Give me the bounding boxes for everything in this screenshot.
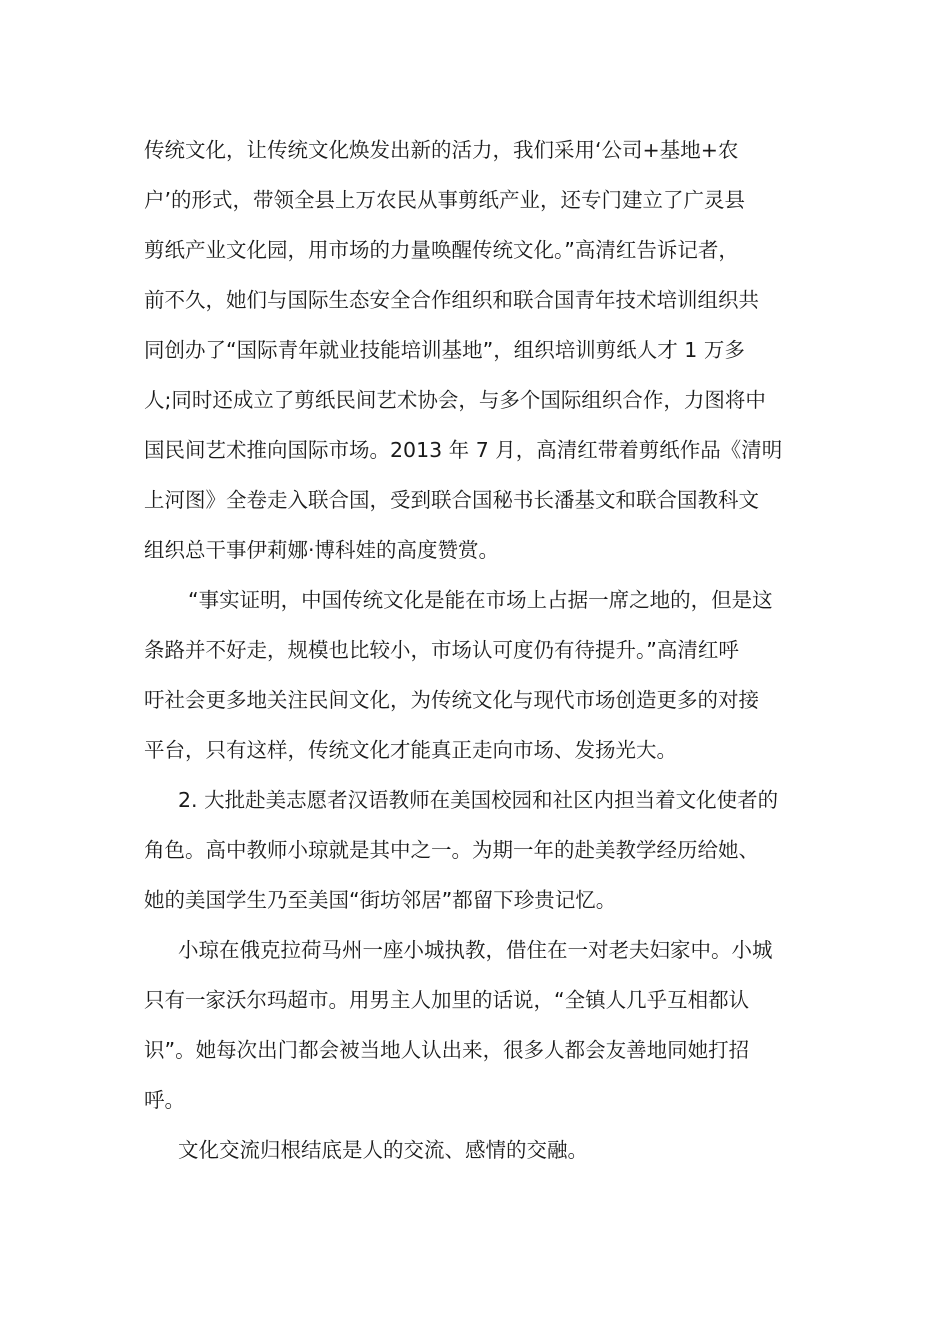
- text-line: 识”。她每次出门都会被当地人认出来，很多人都会友善地同她打招: [144, 1038, 750, 1062]
- text-line: “事实证明，中国传统文化是能在市场上占据一席之地的，但是这: [188, 588, 773, 612]
- text-line: 文化交流归根结底是人的交流、感情的交融。: [178, 1138, 588, 1162]
- text-line: 吁社会更多地关注民间文化，为传统文化与现代市场创造更多的对接: [144, 688, 759, 712]
- text-line: 呼。: [144, 1088, 185, 1112]
- text-line: 只有一家沃尔玛超市。用男主人加里的话说，“全镇人几乎互相都认: [144, 988, 750, 1012]
- text-line: 传统文化，让传统文化焕发出新的活力，我们采用‘公司+基地+农: [144, 138, 739, 162]
- text-line: 国民间艺术推向国际市场。2013 年 7 月，高清红带着剪纸作品《清明: [144, 438, 783, 462]
- text-line: 她的美国学生乃至美国“街坊邻居”都留下珍贵记忆。: [144, 888, 617, 912]
- text-line: 组织总干事伊莉娜·博科娃的高度赞赏。: [144, 538, 500, 562]
- text-line: 人;同时还成立了剪纸民间艺术协会，与多个国际组织合作，力图将中: [144, 388, 766, 412]
- text-line: 剪纸产业文化园，用市场的力量唤醒传统文化。”高清红告诉记者，: [144, 238, 739, 262]
- text-line: 角色。高中教师小琼就是其中之一。为期一年的赴美教学经历给她、: [144, 838, 759, 862]
- text-line: 条路并不好走，规模也比较小，市场认可度仍有待提升。”高清红呼: [144, 638, 739, 662]
- text-line: 小琼在俄克拉荷马州一座小城执教，借住在一对老夫妇家中。小城: [178, 938, 773, 962]
- text-line: 平台，只有这样，传统文化才能真正走向市场、发扬光大。: [144, 738, 677, 762]
- text-line: 同创办了“国际青年就业技能培训基地”，组织培训剪纸人才 1 万多: [144, 338, 745, 362]
- text-line: 户’的形式，带领全县上万农民从事剪纸产业，还专门建立了广灵县: [144, 188, 746, 212]
- text-line: 2. 大批赴美志愿者汉语教师在美国校园和社区内担当着文化使者的: [178, 788, 779, 812]
- text-line: 前不久，她们与国际生态安全合作组织和联合国青年技术培训组织共: [144, 288, 759, 312]
- text-line: 上河图》全卷走入联合国，受到联合国秘书长潘基文和联合国教科文: [144, 488, 759, 512]
